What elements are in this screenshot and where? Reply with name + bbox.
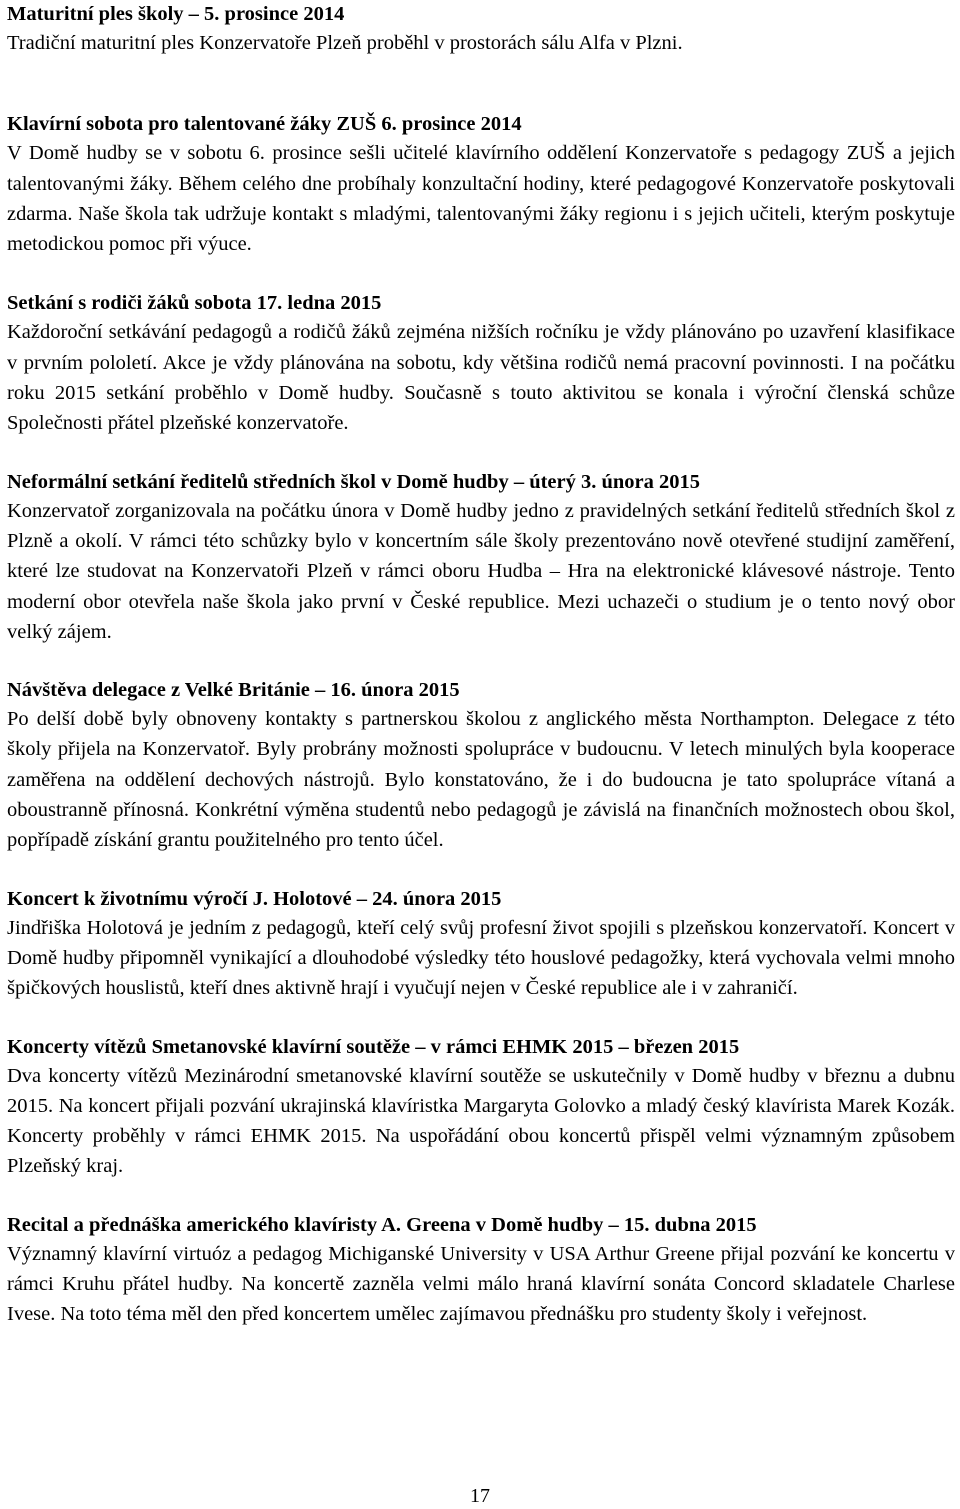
page-number: 17 bbox=[470, 1485, 490, 1507]
section-body: Dva koncerty vítězů Mezinárodní smetanovské klavírní soutěže se uskutečnily v Domě hudby v březnu a dubnu 2015. Na koncert přijali pozvání ukrajinská klavíristka Margaryta Golovko a mladý český klavírista Marek Kozák. Koncerty proběhly v rámci EHMK 2015. Na uspořádání obou koncertů přispěl velmi významným způsobem Plzeňský kraj. bbox=[7, 1064, 955, 1178]
section-klavirni-sobota bbox=[7, 110, 955, 259]
section-maturitni-ples bbox=[7, 0, 955, 58]
section-body: Tradiční maturitní ples Konzervatoře Plzeň proběhl v prostorách sálu Alfa v Plzni. bbox=[7, 32, 683, 54]
section-heading: Neformální setkání ředitelů středních škol v Domě hudby – úterý 3. února 2015 bbox=[7, 470, 701, 493]
section-body: Jindřiška Holotová je jedním z pedagogů, kteří celý svůj profesní život spojili s plzeňskou konzervatoří. Koncert v Domě hudby připomněl vynikající a dlouhodobé výsledky této houslové pedagožky, která vychovala velmi mnoho špičkových houslistů, kteří dnes aktivně hrají i vyučují nejen v České republice ale i v zahraničí. bbox=[7, 916, 955, 1000]
section-heading: Klavírní sobota pro talentované žáky ZUŠ 6. prosince 2014 bbox=[7, 113, 522, 136]
section-setkani-reditelu bbox=[7, 468, 955, 647]
section-heading: Maturitní ples školy – 5. prosince 2014 bbox=[7, 3, 345, 25]
section-body: Významný klavírní virtuóz a pedagog Michiganské University v USA Arthur Greene přijal pozvání ke koncertu v rámci Kruhu přátel hudby. Na koncertě zazněla velmi málo hraná klavírní sonáta Concord skladatele Charlese Ivese. Na toto téma měl den před koncertem umělec zajímavou přednášku pro studenty školy i veřejnost. bbox=[7, 1242, 955, 1326]
section-heading: Návštěva delegace z Velké Británie – 16. února 2015 bbox=[7, 679, 460, 702]
section-setkani-s-rodici bbox=[7, 289, 955, 438]
section-body: Každoroční setkávání pedagogů a rodičů žáků zejména nižších ročníku je vždy plánováno po uzavření klasifikace v prvním pololetí. Akce je vždy plánována na sobotu, kdy většina rodičů nemá pracovní povinnosti. I na počátku roku 2015 setkání proběhlo v Domě hudby. Současně s touto aktivitou se konala i výroční členská schůze Společnosti přátel plzeňské konzervatoře. bbox=[7, 321, 955, 435]
section-koncerty-vitezu bbox=[7, 1033, 955, 1182]
section-koncert-holotove bbox=[7, 885, 955, 1004]
section-recital-greene bbox=[7, 1211, 955, 1330]
section-heading: Setkání s rodiči žáků sobota 17. ledna 2015 bbox=[7, 292, 382, 315]
section-heading: Koncerty vítězů Smetanovské klavírní soutěže – v rámci EHMK 2015 – březen 2015 bbox=[7, 1035, 740, 1058]
section-body: V Domě hudby se v sobotu 6. prosince sešli učitelé klavírního oddělení Konzervatoře s pedagogy ZUŠ a jejich talentovanými žáky. Během celého dne probíhaly konzultační hodiny, které pedagogové Konzervatoře poskytovali zdarma. Naše škola tak udržuje kontakt s mladými, talentovanými žáky regionu i s jejich učiteli, kterým poskytuje metodickou pomoc při výuce. bbox=[7, 142, 955, 256]
section-body: Konzervatoř zorganizovala na počátku února v Domě hudby jedno z pravidelných setkání ředitelů středních škol z Plzně a okolí. V rámci této schůzky bylo v koncertním sále školy prezentováno nově otevřené studijní zaměření, které lze studovat na Konzervatoři Plzeň v rámci oboru Hudba – Hra na elektronické klávesové nástroje. Tento moderní obor otevřela naše škola jako první v České republice. Mezi uchazeči o studium je o tento nový obor velký zájem. bbox=[7, 499, 955, 643]
section-heading: Koncert k životnímu výročí J. Holotové – 24. února 2015 bbox=[7, 887, 502, 910]
document-page bbox=[7, 0, 955, 1330]
section-heading: Recital a přednáška amerického klavíristy A. Greena v Domě hudby – 15. dubna 2015 bbox=[7, 1213, 757, 1236]
section-navsteva-delegace bbox=[7, 676, 955, 855]
section-body: Po delší době byly obnoveny kontakty s partnerskou školou z anglického města Northampton. Delegace z této školy přijela na Konzervatoř. Byly probrány možnosti spolupráce v budoucnu. V letech minulých byla kooperace zaměřena na oddělení dechových nástrojů. Bylo konstatováno, že i do budoucna je tato spolupráce vítaná a oboustranně přínosná. Konkrétní výměna studentů nebo pedagogů je závislá na finančních možnostech obou škol, popřípadě získání grantu použitelného pro tento účel. bbox=[7, 708, 955, 852]
